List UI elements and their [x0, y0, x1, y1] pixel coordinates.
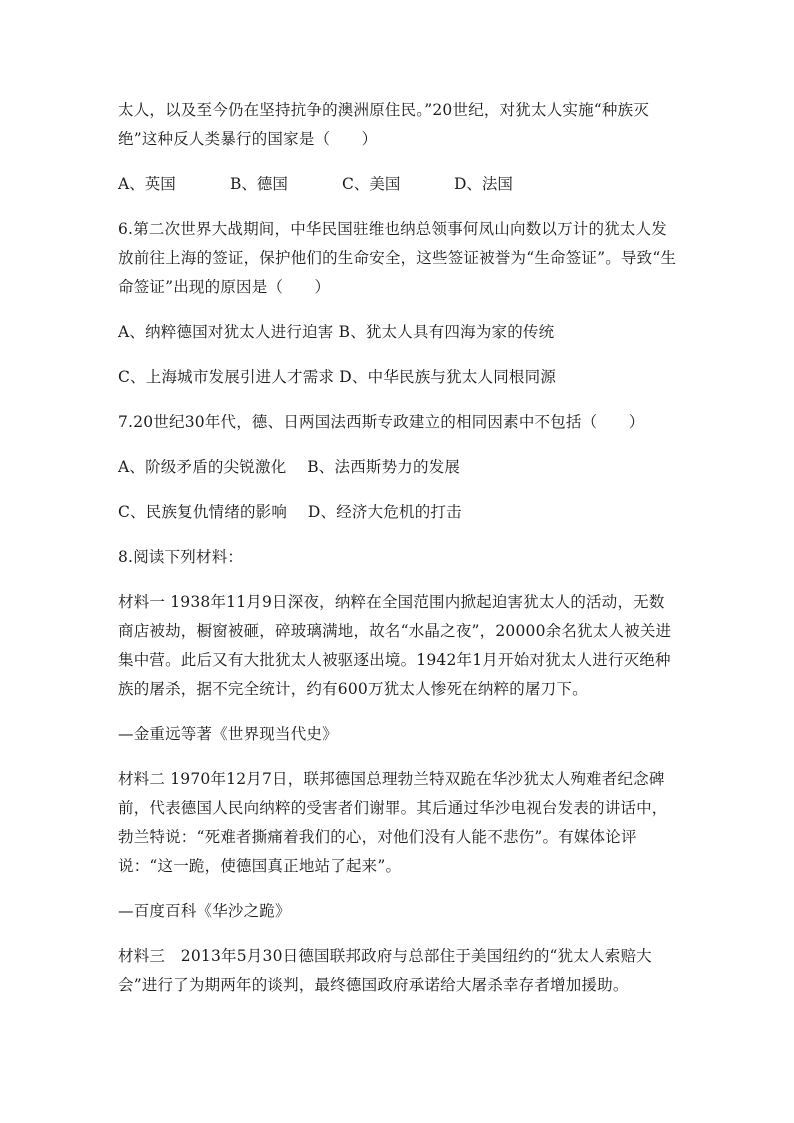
q7-options-line1: A、阶级矛盾的尖锐激化 B、法西斯势力的发展 — [118, 458, 461, 476]
q8-material3: 材料三 2013年5月30日德国联邦政府与总部住于美国纽约的“犹太人索赔大会”进行了为期两年的谈判，最终德国政府承诺给大屠杀幸存者增加援助。 — [118, 947, 652, 994]
q8-material1: 材料一 1938年11月9日深夜，纳粹在全国范围内掀起迫害犹太人的活动，无数商店被劫，橱窗被砸，碎玻璃满地，故名“水晶之夜”，20000余名犹太人被关进集中营。此后又有大批犹太人被驱逐出境。1942年1月开始对犹太人进行灭绝种族的屠杀，据不完全统计，约有600万犹太人惨死在纳粹的屠刀下。 — [118, 593, 672, 698]
q8-stem: 8.阅读下列材料： — [118, 548, 244, 566]
q5-option-c: C、美国 — [342, 175, 401, 193]
q6-options-line1: A、纳粹德国对犹太人进行迫害 B、犹太人具有四海为家的传统 — [118, 323, 555, 341]
q5-option-d: D、法国 — [454, 175, 513, 193]
q5-options — [118, 170, 678, 199]
q5-option-b: B、德国 — [230, 175, 288, 193]
q8-source2: —百度百科《华沙之跪》 — [118, 902, 291, 920]
document-page — [118, 96, 678, 1016]
q5-stem-tail: 太人，以及至今仍在坚持抗争的澳洲原住民。”20世纪，对犹太人实施“种族灭绝”这种反人类暴行的国家是（ ） — [118, 101, 650, 148]
q6-options-line2: C、上海城市发展引进人才需求 D、中华民族与犹太人同根同源 — [118, 368, 557, 386]
q5-option-a: A、英国 — [118, 175, 176, 193]
q7-options-line2: C、民族复仇情绪的影响 D、经济大危机的打击 — [118, 503, 462, 521]
q8-material2: 材料二 1970年12月7日，联邦德国总理勃兰特双跪在华沙犹太人殉难者纪念碑前，代表德国人民向纳粹的受害者们谢罪。其后通过华沙电视台发表的讲话中，勃兰特说：“死难者撕痛着我们的心，对他们没有人能不悲伤”。有媒体论评说：“这一跪，使德国真正地站了起来”。 — [118, 770, 668, 875]
q7-stem: 7.20世纪30年代，德、日两国法西斯专政建立的相同因素中不包括（ ） — [118, 413, 645, 431]
q8-source1: —金重远等著《世界现当代史》 — [118, 725, 338, 743]
q6-stem: 6.第二次世界大战期间，中华民国驻维也纳总领事何凤山向数以万计的犹太人发放前往上海的签证，保护他们的生命安全，这些签证被誉为“生命签证”。导致“生命签证”出现的原因是（ ） — [118, 220, 677, 296]
